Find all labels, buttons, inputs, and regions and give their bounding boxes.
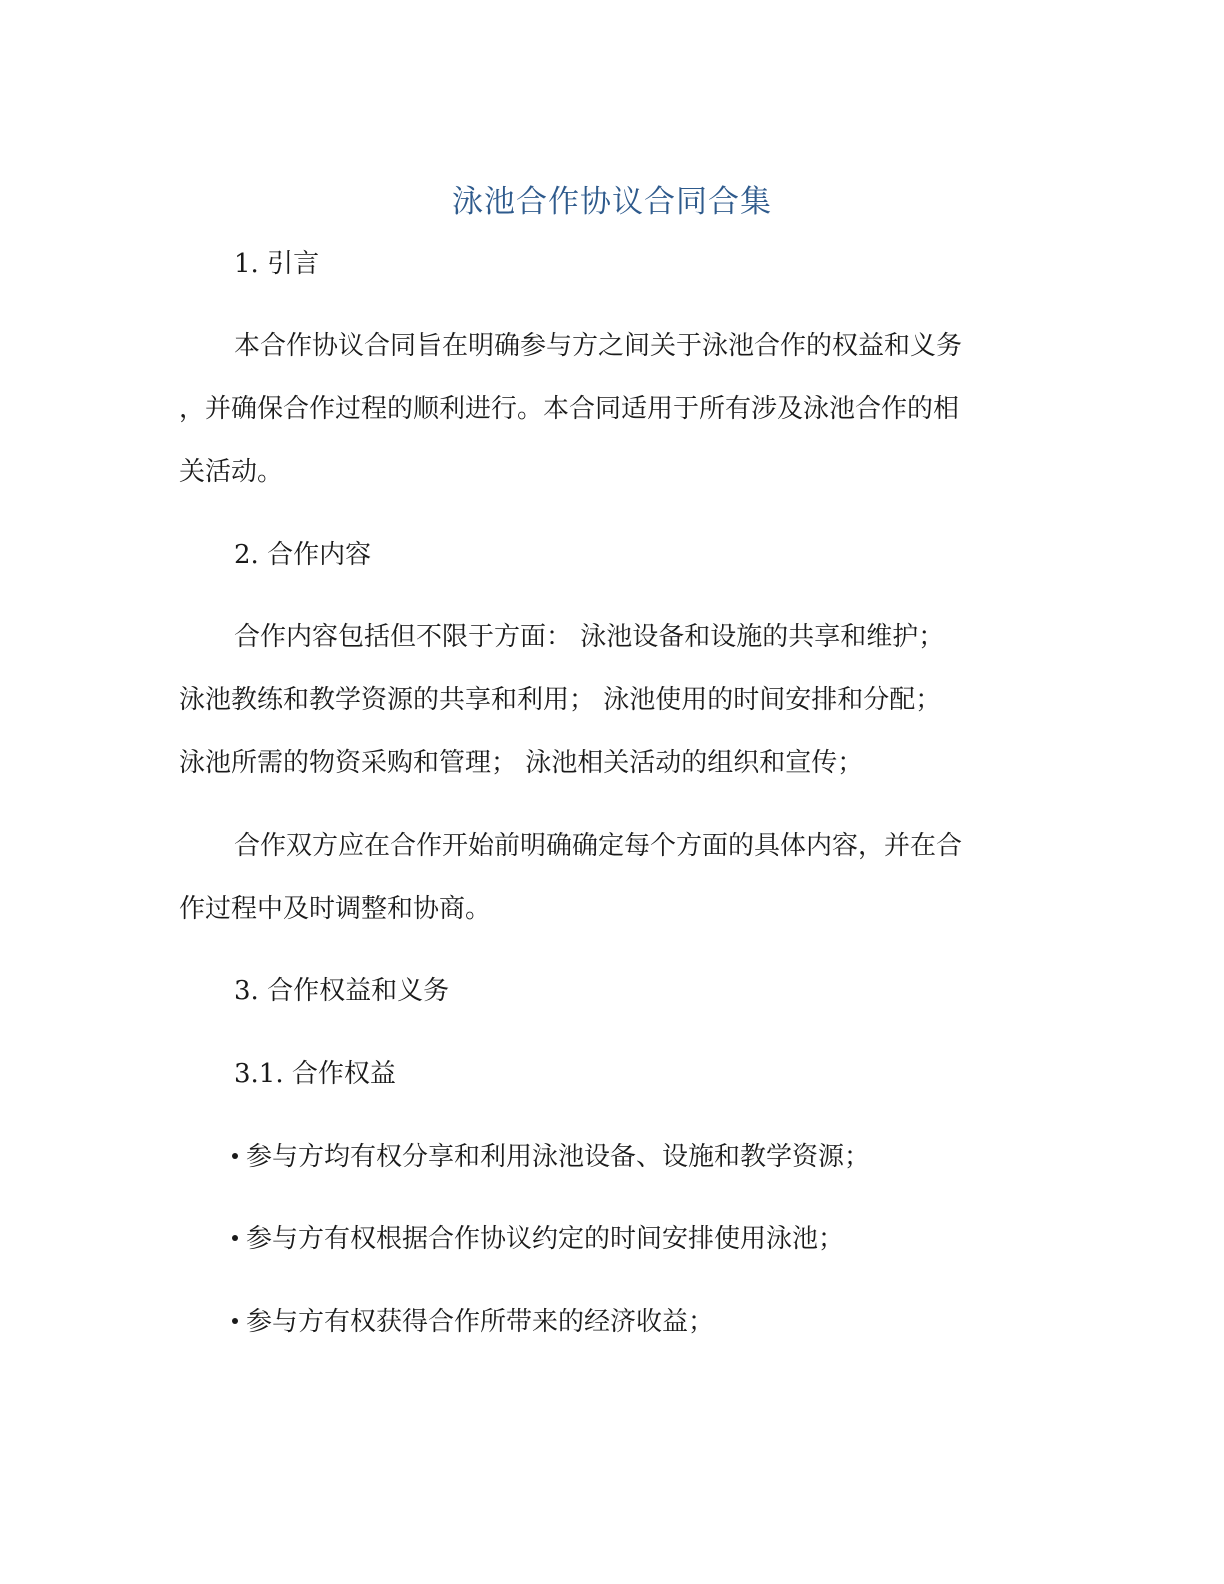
paragraph-line: 作过程中及时调整和协商。: [179, 894, 492, 924]
section-heading-content: 2. 合作内容: [234, 540, 372, 570]
list-item: [232, 1137, 870, 1177]
document-title: 泳池合作协议合同合集: [452, 184, 772, 220]
bullet-icon: [232, 1153, 238, 1159]
paragraph-line: 关活动。: [179, 457, 284, 487]
bullet-icon: [232, 1235, 238, 1241]
bullet-icon: [232, 1318, 238, 1324]
paragraph-line: 泳池教练和教学资源的共享和利用； 泳池使用的时间安排和分配；: [179, 685, 942, 715]
subsection-heading-rights: 3.1. 合作权益: [234, 1059, 396, 1089]
list-item: [232, 1219, 844, 1259]
section-heading-intro: 1. 引言: [234, 249, 320, 279]
paragraph-line: ，并确保合作过程的顺利进行。本合同适用于所有涉及泳池合作的相: [179, 394, 960, 424]
paragraph-line: 合作内容包括但不限于方面： 泳池设备和设施的共享和维护；: [234, 622, 945, 652]
paragraph-line: 合作双方应在合作开始前明确确定每个方面的具体内容，并在合: [234, 831, 963, 861]
list-item-text: 参与方均有权分享和利用泳池设备、设施和教学资源；: [246, 1142, 871, 1172]
list-item: [232, 1302, 714, 1342]
list-item-text: 参与方有权根据合作协议约定的时间安排使用泳池；: [246, 1224, 845, 1254]
section-heading-rights-obligations: 3. 合作权益和义务: [234, 976, 450, 1006]
paragraph-line: 泳池所需的物资采购和管理； 泳池相关活动的组织和宣传；: [179, 748, 864, 778]
list-item-text: 参与方有权获得合作所带来的经济收益；: [246, 1307, 715, 1337]
paragraph-line: 本合作协议合同旨在明确参与方之间关于泳池合作的权益和义务: [234, 331, 963, 361]
